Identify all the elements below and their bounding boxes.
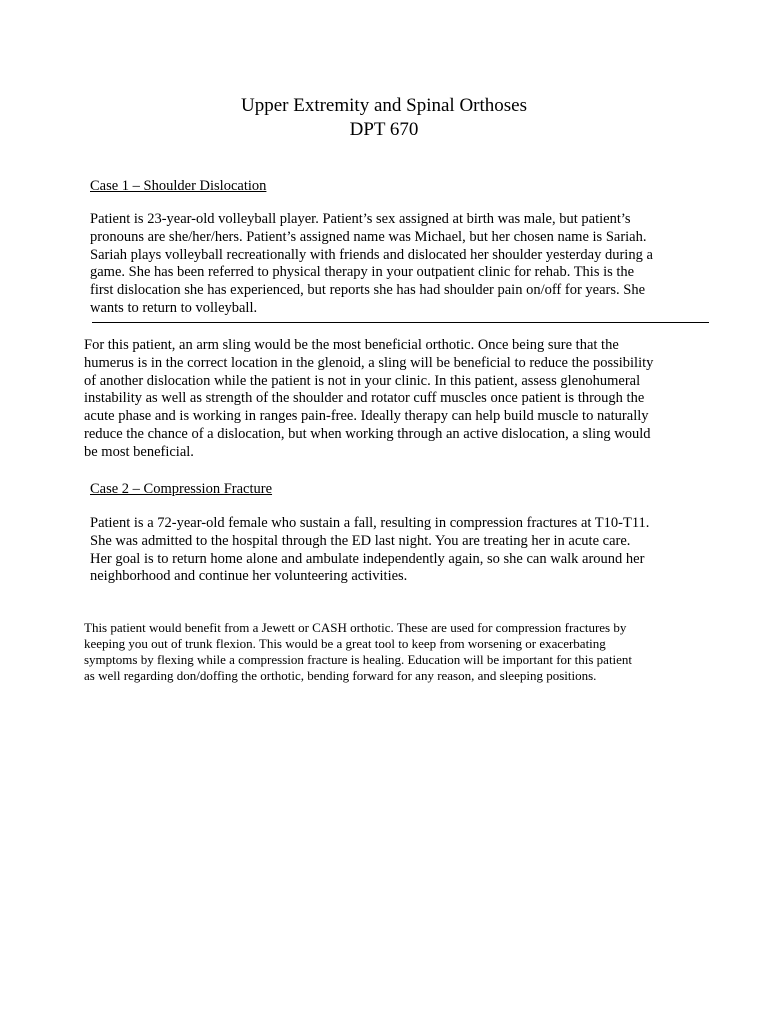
case2-description — [90, 515, 690, 586]
text-line: reduce the chance of a dislocation, but when working through an active dislocation, a sling would — [84, 425, 651, 442]
document-title: Upper Extremity and Spinal Orthoses — [240, 95, 527, 116]
text-line: neighborhood and continue her volunteering activities. — [90, 568, 408, 585]
text-line: keeping you out of trunk flexion. This would be a great tool to keep from worsening or exacerbating — [84, 636, 606, 651]
case2-heading: Case 2 – Compression Fracture — [90, 481, 273, 497]
text-line: first dislocation she has experienced, but reports she has had shoulder pain on/off for years. She — [90, 282, 646, 299]
case2-answer — [84, 620, 684, 684]
text-line: This patient would benefit from a Jewett or CASH orthotic. These are used for compression fractures by — [84, 620, 627, 635]
text-line: For this patient, an arm sling would be the most beneficial orthotic. Once being sure that the — [84, 337, 619, 353]
case1-heading: Case 1 – Shoulder Dislocation — [90, 178, 267, 194]
text-line: as well regarding don/doffing the orthotic, bending forward for any reason, and sleeping positions. — [84, 668, 597, 683]
text-line: symptoms by flexing while a compression fracture is healing. Education will be important for this patient — [84, 652, 633, 667]
text-line: instability as well as strength of the shoulder and rotator cuff muscles once patient is through the — [84, 390, 645, 407]
text-line: Patient is 23-year-old volleyball player. Patient’s sex assigned at birth was male, but patient’s — [90, 211, 631, 227]
text-line: Sariah plays volleyball recreationally with friends and dislocated her shoulder yesterday during a — [90, 246, 653, 263]
text-line: pronouns are she/her/hers. Patient’s assigned name was Michael, but her chosen name is Sariah. — [90, 228, 647, 245]
case1-description — [90, 211, 690, 318]
text-line: Patient is a 72-year-old female who sustain a fall, resulting in compression fractures at T10-T11. — [90, 515, 650, 531]
text-line: She was admitted to the hospital through the ED last night. You are treating her in acute care. — [90, 532, 631, 549]
text-line: be most beneficial. — [84, 443, 194, 460]
divider-line — [92, 322, 709, 323]
text-line: wants to return to volleyball. — [90, 299, 258, 316]
text-line: of another dislocation while the patient is not in your clinic. In this patient, assess glenohumeral — [84, 372, 641, 389]
text-line: Her goal is to return home alone and ambulate independently again, so she can walk around her — [90, 550, 645, 567]
text-line: acute phase and is working in ranges pain-free. Ideally therapy can help build muscle to naturally — [84, 408, 649, 425]
text-line: game. She has been referred to physical therapy in your outpatient clinic for rehab. This is the — [90, 264, 635, 281]
course-code: DPT 670 — [349, 119, 419, 140]
case1-answer — [84, 337, 684, 462]
text-line: humerus is in the correct location in the glenoid, a sling will be beneficial to reduce the possibility — [84, 354, 654, 371]
